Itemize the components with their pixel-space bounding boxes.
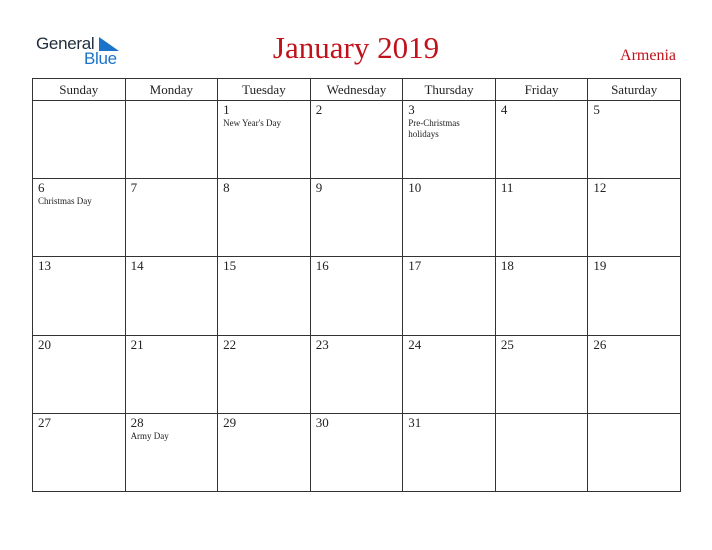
day-number: 22 <box>223 336 237 352</box>
day-cell <box>125 413 218 491</box>
day-cell <box>403 179 496 257</box>
day-number: 20 <box>38 336 51 352</box>
day-number: 29 <box>223 414 237 430</box>
day-cell <box>310 101 403 179</box>
day-cell <box>310 179 403 257</box>
week-row <box>33 179 681 257</box>
day-number: 4 <box>500 102 508 117</box>
day-number: 15 <box>223 258 237 274</box>
page-title: January 2019 <box>272 30 440 65</box>
day-cell <box>495 257 588 335</box>
day-cell <box>33 101 126 179</box>
weekday-tuesday: Tuesday <box>218 79 311 101</box>
week-row <box>33 335 681 413</box>
day-cell <box>33 257 126 335</box>
day-cell <box>310 335 403 413</box>
logo-general-text: General <box>36 34 95 53</box>
day-cell <box>218 335 311 413</box>
day-cell <box>588 101 681 179</box>
day-number: 12 <box>593 180 607 196</box>
holiday-label: New Year's Day <box>223 118 281 128</box>
weekday-wednesday: Wednesday <box>310 79 403 101</box>
holiday-label: Army Day <box>130 430 169 441</box>
week-row <box>33 257 681 335</box>
day-cell <box>403 257 496 335</box>
day-cell <box>33 179 126 257</box>
day-cell <box>218 257 311 335</box>
day-number: 30 <box>315 414 329 430</box>
day-number: 18 <box>500 258 514 274</box>
day-cell <box>588 413 681 491</box>
weekday-header-row <box>33 79 681 101</box>
country-label: Armenia <box>620 47 676 64</box>
day-cell <box>403 335 496 413</box>
day-cell <box>403 101 496 179</box>
day-cell <box>310 413 403 491</box>
holiday-label: Pre-Christmas holidays <box>408 118 460 139</box>
day-number: 13 <box>38 258 51 274</box>
day-number: 28 <box>130 414 144 430</box>
day-cell <box>495 335 588 413</box>
weekday-thursday: Thursday <box>403 79 496 101</box>
day-cell <box>403 413 496 491</box>
day-number: 6 <box>38 180 45 196</box>
day-cell <box>33 413 126 491</box>
day-cell <box>588 335 681 413</box>
day-number: 31 <box>408 414 422 430</box>
day-number: 14 <box>130 258 144 274</box>
day-cell <box>495 179 588 257</box>
weekday-friday: Friday <box>495 79 588 101</box>
day-cell <box>125 179 218 257</box>
day-cell <box>588 257 681 335</box>
day-number: 19 <box>593 258 607 274</box>
day-cell <box>33 335 126 413</box>
week-row <box>33 101 681 179</box>
day-number: 2 <box>315 102 323 117</box>
day-number: 9 <box>315 180 323 196</box>
day-number: 26 <box>593 336 607 352</box>
day-number: 16 <box>315 258 329 274</box>
day-number: 1 <box>223 102 230 117</box>
day-number: 24 <box>408 336 422 352</box>
day-cell <box>218 413 311 491</box>
day-cell <box>588 179 681 257</box>
day-cell <box>125 257 218 335</box>
calendar-grid <box>32 78 681 492</box>
weekday-monday: Monday <box>125 79 218 101</box>
weekday-sunday: Sunday <box>33 79 126 101</box>
holiday-label: Christmas Day <box>38 196 92 207</box>
day-number: 10 <box>408 180 422 196</box>
day-cell <box>495 413 588 491</box>
day-number: 17 <box>408 258 422 274</box>
day-number: 23 <box>315 336 329 352</box>
day-number: 21 <box>130 336 144 352</box>
weekday-saturday: Saturday <box>588 79 681 101</box>
day-cell <box>125 101 218 179</box>
day-cell <box>218 101 311 179</box>
day-number: 5 <box>593 102 600 117</box>
day-number: 7 <box>130 180 138 196</box>
logo-blue-text: Blue <box>84 49 117 68</box>
day-cell <box>495 101 588 179</box>
day-number: 11 <box>500 180 514 196</box>
day-number: 25 <box>500 336 514 352</box>
day-number: 8 <box>223 180 230 196</box>
day-number: 27 <box>38 414 51 430</box>
day-cell <box>310 257 403 335</box>
week-row <box>33 413 681 491</box>
day-number: 3 <box>408 102 415 117</box>
day-cell <box>218 179 311 257</box>
day-cell <box>125 335 218 413</box>
